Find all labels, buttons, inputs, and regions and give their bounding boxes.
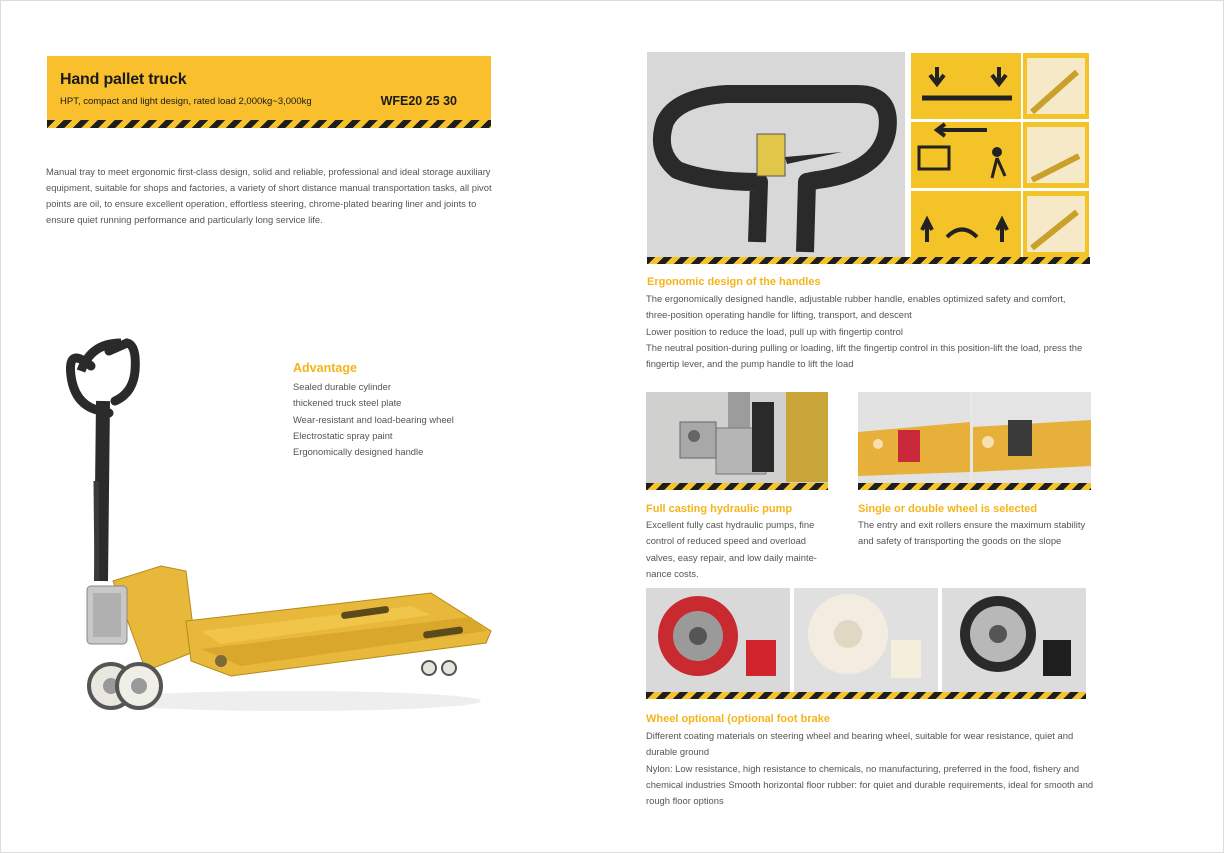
pump-illustration xyxy=(646,392,828,490)
text-line: valves, easy repair, and low daily mainte- xyxy=(646,551,817,563)
text-line: and safety of transporting the goods on the slope xyxy=(858,535,1062,547)
advantage-item: Ergonomically designed handle xyxy=(293,446,424,458)
text-line: control of reduced speed and overload xyxy=(646,535,807,547)
advantage-title: Advantage xyxy=(293,361,357,375)
hazard-stripe xyxy=(646,483,828,490)
advantage-item: Sealed durable cylinder xyxy=(293,381,391,392)
handle-photo xyxy=(647,52,1090,264)
text-line: Excellent fully cast hydraulic pumps, fine xyxy=(646,519,815,530)
hazard-stripe xyxy=(647,257,1090,264)
wheel-select-text xyxy=(858,517,1108,550)
text-line: fingertip lever, and the pump handle to lift the load xyxy=(646,358,854,370)
advantage-item: Electrostatic spray paint xyxy=(293,429,393,441)
text-line: durable ground xyxy=(646,746,710,758)
pump-text xyxy=(646,517,836,582)
wheel-options-text xyxy=(646,728,1106,809)
roller-illustration xyxy=(858,392,1091,490)
text-line: The neutral position-during pulling or loading, lift the fingertip control in this position-lift the load, press the xyxy=(646,341,1083,353)
text-line: nance costs. xyxy=(646,567,699,579)
ergonomic-text xyxy=(646,291,1096,372)
advantage-item: Wear-resistant and load-bearing wheel xyxy=(293,413,454,425)
model-number: WFE20 25 30 xyxy=(380,94,457,108)
text-line: The ergonomically designed handle, adjustable rubber handle, enables optimized safety and comfort, xyxy=(646,293,1066,304)
hazard-stripe xyxy=(47,120,491,128)
header-banner xyxy=(47,56,491,128)
pump-photo xyxy=(646,392,828,490)
intro-paragraph: Manual tray to meet ergonomic first-class design, solid and reliable, professional and ideal storage auxiliary equipment, suitable for shops and factories, a variety of short distance manual transportation tasks, all pivot points are oil, to ensure excellent operation, effortless steering, chrome-plated bearing liner and joints to ensure quiet running performance and particularly long service life. xyxy=(46,166,492,225)
page-subtitle: HPT, compact and light design, rated load 2,000kg~3,000kg xyxy=(60,96,312,107)
advantage-item: thickened truck steel plate xyxy=(293,397,402,409)
hazard-stripe xyxy=(646,692,1086,699)
pump-title: Full casting hydraulic pump xyxy=(646,503,793,515)
roller-photo xyxy=(858,392,1091,490)
wheel-options-photo xyxy=(646,588,1086,699)
text-line: chemical industries Smooth horizontal floor rubber: for quiet and durable requirements, ideal for smooth and xyxy=(646,778,1094,790)
text-line: The entry and exit rollers ensure the maximum stability xyxy=(858,519,1086,530)
text-line: three-position operating handle for lifting, transport, and descent xyxy=(646,309,912,321)
advantage-section xyxy=(293,361,454,460)
page-title: Hand pallet truck xyxy=(60,71,187,88)
text-line: rough floor options xyxy=(646,795,724,807)
text-line: Nylon: Low resistance, high resistance to chemicals, no manufacturing, preferred in the food, fishery and xyxy=(646,762,1080,774)
ergonomic-title: Ergonomic design of the handles xyxy=(647,276,821,288)
text-line: Different coating materials on steering wheel and bearing wheel, suitable for wear resistance, quiet and xyxy=(646,730,1074,741)
wheel-options-illustration xyxy=(646,588,1086,699)
text-line: Lower position to reduce the load, pull up with fingertip control xyxy=(646,325,903,337)
handle-illustration xyxy=(647,52,1090,264)
hazard-stripe xyxy=(858,483,1091,490)
wheel-select-title: Single or double wheel is selected xyxy=(858,503,1038,515)
wheel-options-title: Wheel optional (optional foot brake xyxy=(646,713,830,725)
